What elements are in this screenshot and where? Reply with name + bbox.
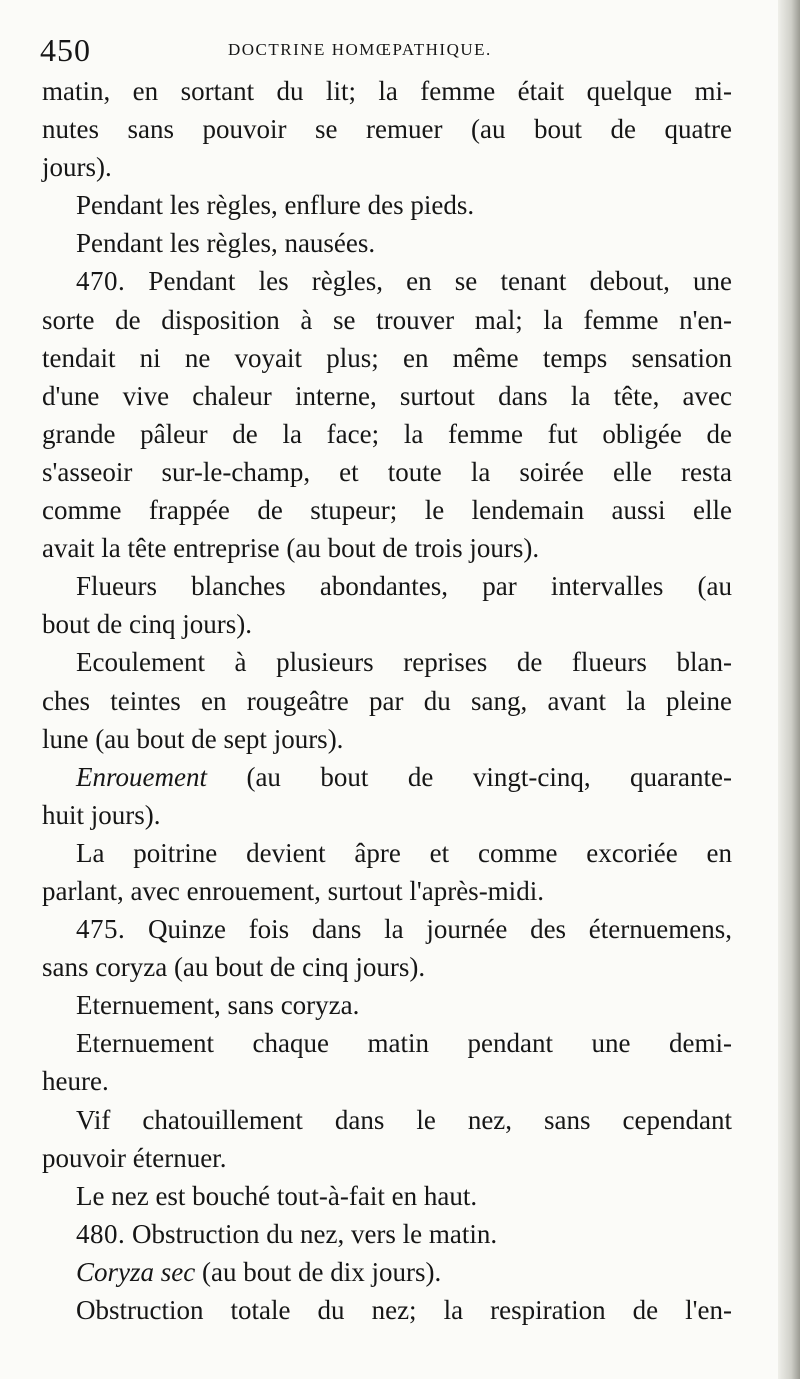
line-text: pouvoir éternuer.: [42, 1142, 227, 1173]
line-text: Pendant les règles, nausées.: [76, 228, 376, 259]
text-line: [42, 682, 732, 720]
line-text: huit jours).: [42, 799, 161, 830]
text-line: [42, 72, 732, 110]
text-line: [42, 796, 732, 834]
line-text: avait la tête entreprise (au bout de trois jours).: [42, 533, 540, 564]
text-line: [42, 1291, 732, 1329]
body-text: [42, 72, 732, 1329]
text-line: [42, 605, 732, 643]
line-text: tendait ni ne voyait plus; en même temps sensation: [42, 342, 732, 373]
running-head: DOCTRINE HOMŒPATHIQUE.: [228, 40, 492, 59]
text-line: [42, 986, 732, 1024]
text-line: [42, 529, 732, 567]
text-line: [42, 910, 732, 948]
line-text: bout de cinq jours).: [42, 609, 252, 640]
line-text: Eternuement chaque matin pendant une demi-: [76, 1028, 732, 1059]
line-text: matin, en sortant du lit; la femme était quelque mi-: [42, 76, 732, 106]
text-line: [42, 1215, 732, 1253]
line-text: s'asseoir sur-le-champ, et toute la soirée elle resta: [42, 456, 732, 487]
line-text: Eternuement, sans coryza.: [76, 990, 360, 1021]
italic-term: Enrouement: [76, 761, 207, 792]
text-line: [42, 377, 732, 415]
text-line: [42, 758, 732, 796]
italic-term: Coryza sec: [76, 1256, 196, 1287]
line-text: d'une vive chaleur interne, surtout dans la tête, avec: [42, 380, 732, 411]
text-line: [42, 415, 732, 453]
text-line: [42, 720, 732, 758]
paragraph-number: 475.: [76, 914, 126, 945]
text-line: [42, 186, 732, 224]
text-line: [42, 148, 732, 186]
paragraph-number: 470.: [76, 266, 126, 297]
line-text: sorte de disposition à se trouver mal; la femme n'en-: [42, 304, 732, 335]
line-text: (au bout de dix jours).: [195, 1256, 442, 1287]
line-text: Obstruction du nez, vers le matin.: [125, 1218, 498, 1249]
text-line: [42, 224, 732, 262]
text-line: [42, 301, 732, 339]
line-text: comme frappée de stupeur; le lendemain aussi elle: [42, 495, 732, 526]
text-line: [42, 1177, 732, 1215]
line-text: Quinze fois dans la journée des éternuemens,: [125, 914, 732, 945]
page-number: 450: [40, 32, 91, 68]
line-text: heure.: [42, 1066, 109, 1097]
line-text: Obstruction totale du nez; la respiration de l'en-: [76, 1295, 732, 1325]
text-line: [42, 339, 732, 377]
line-text: jours).: [42, 152, 112, 183]
line-text: Le nez est bouché tout-à-fait en haut.: [76, 1180, 478, 1211]
page-gutter-shadow: [778, 0, 800, 1379]
text-line: [42, 948, 732, 986]
text-line: [42, 491, 732, 529]
line-text: Flueurs blanches abondantes, par intervalles (au: [76, 571, 732, 602]
line-text: Ecoulement à plusieurs reprises de flueurs blan-: [76, 647, 732, 678]
line-text: ches teintes en rougeâtre par du sang, avant la pleine: [42, 685, 732, 716]
line-text: Pendant les règles, enflure des pieds.: [76, 190, 475, 221]
text-line: [42, 110, 732, 148]
text-line: [42, 1024, 732, 1062]
line-text: parlant, avec enrouement, surtout l'après-midi.: [42, 875, 544, 906]
text-line: [42, 1139, 732, 1177]
line-text: lune (au bout de sept jours).: [42, 723, 344, 754]
paragraph-number: 480.: [76, 1218, 126, 1249]
text-line: [42, 872, 732, 910]
text-line: [42, 453, 732, 491]
text-line: [42, 1253, 732, 1291]
line-text: nutes sans pouvoir se remuer (au bout de quatre: [42, 114, 732, 145]
line-text: Pendant les règles, en se tenant debout, une: [125, 266, 732, 297]
line-text: Vif chatouillement dans le nez, sans cependant: [76, 1104, 732, 1135]
line-text: grande pâleur de la face; la femme fut obligée de: [42, 418, 732, 449]
text-line: [42, 1062, 732, 1100]
text-line: [42, 567, 732, 605]
line-text: (au bout de vingt-cinq, quarante-: [206, 761, 732, 792]
text-line: [42, 1101, 732, 1139]
line-text: sans coryza (au bout de cinq jours).: [42, 952, 426, 983]
line-text: La poitrine devient âpre et comme excoriée en: [76, 837, 732, 868]
text-line: [42, 834, 732, 872]
page-header: [40, 30, 740, 70]
text-line: [42, 262, 732, 300]
text-line: [42, 643, 732, 681]
